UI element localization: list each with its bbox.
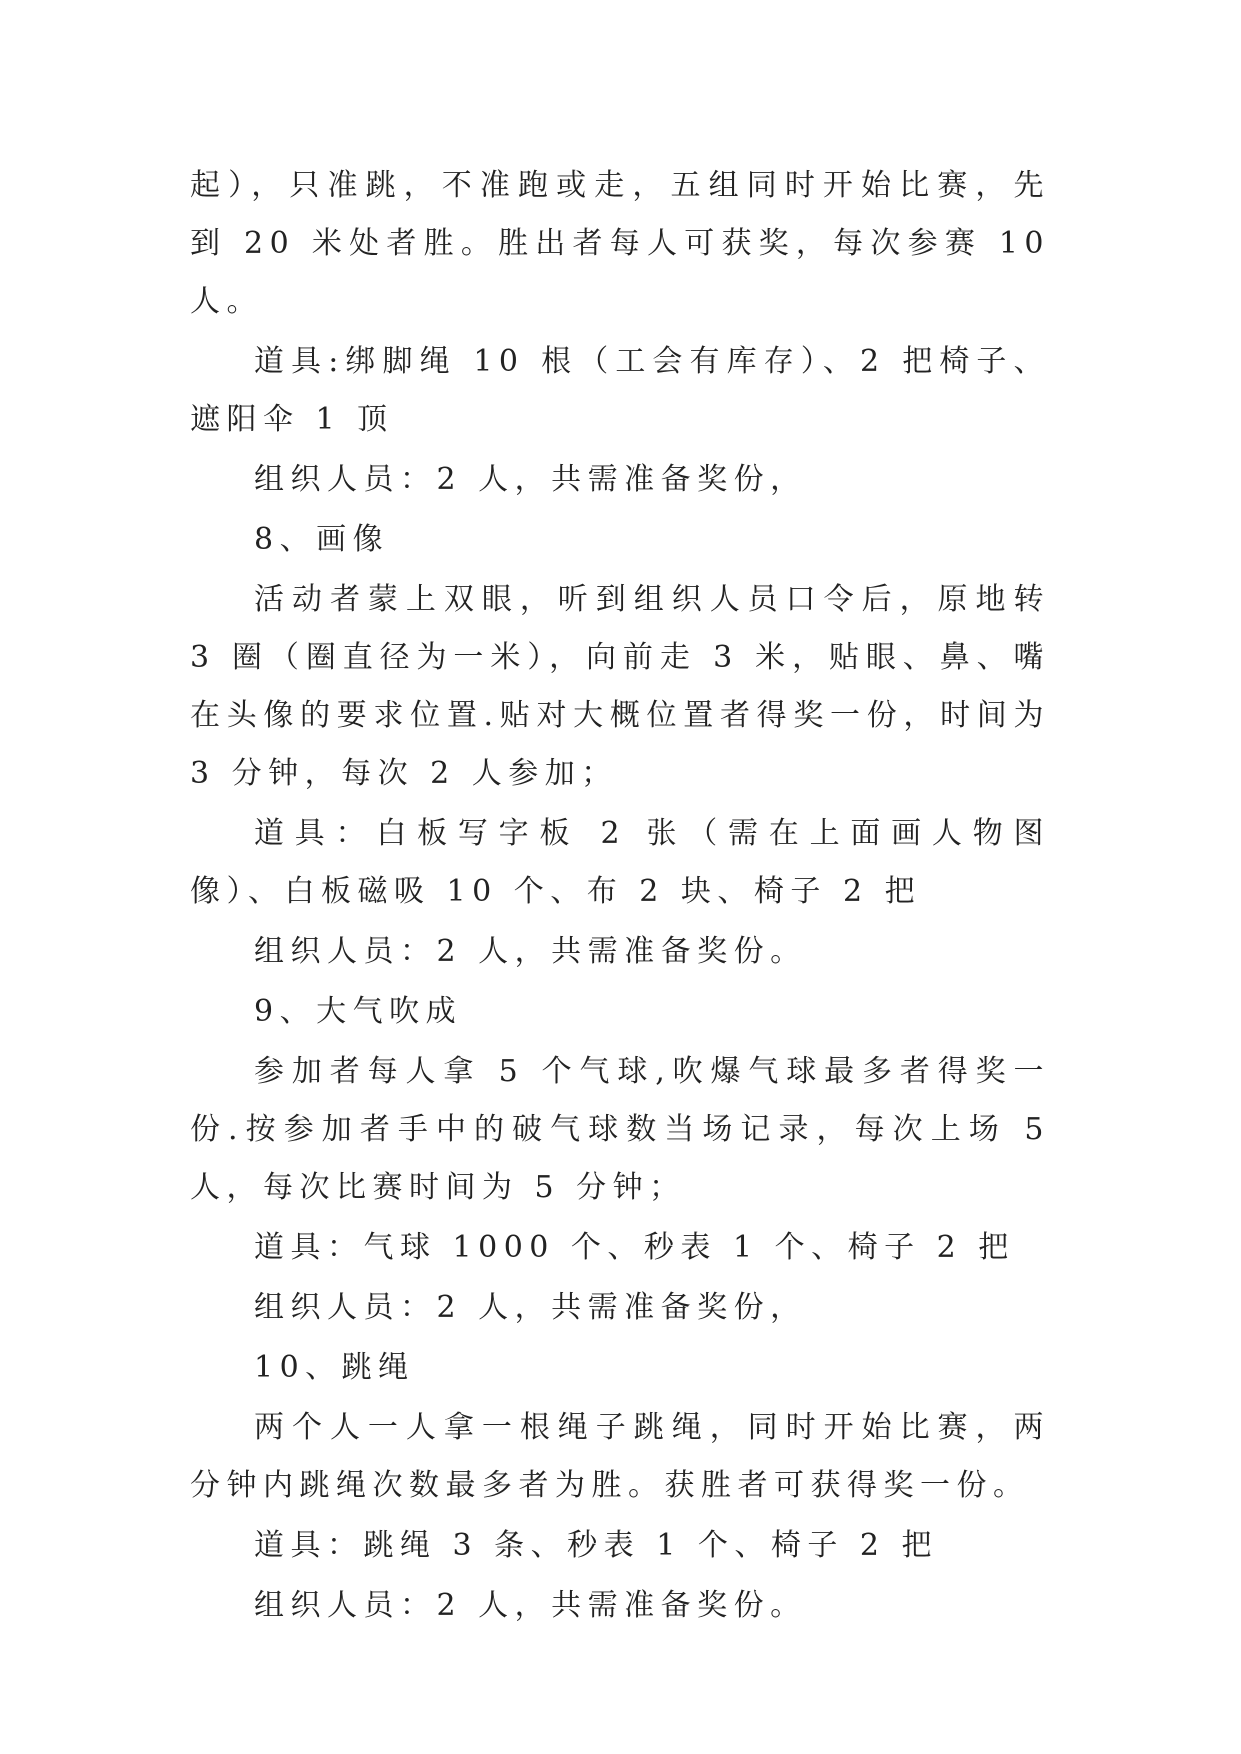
paragraph: 组织人员：2 人，共需准备奖份， bbox=[254, 462, 807, 497]
paragraph: 8、画像 bbox=[254, 522, 390, 557]
paragraph: 道具：白板写字板 2 张（需在上面画人物图像）、白板磁吸 10 个、布 2 块、椅子 2 把 bbox=[190, 816, 1050, 909]
paragraph: 活动者蒙上双眼，听到组织人员口令后，原地转 3 圈（圈直径为一米），向前走 3 米，贴眼、鼻、嘴在头像的要求位置.贴对大概位置者得奖一份，时间为 3 分钟，每次 2 人参加； bbox=[190, 582, 1067, 791]
paragraph: 10、跳绳 bbox=[254, 1350, 415, 1385]
paragraph: 9、大气吹成 bbox=[254, 994, 463, 1029]
paragraph: 道具:绑脚绳 10 根（工会有库存）、2 把椅子、遮阳伞 1 顶 bbox=[190, 344, 1050, 437]
paragraph: 组织人员：2 人，共需准备奖份。 bbox=[254, 934, 807, 969]
document-body bbox=[190, 157, 1067, 1637]
paragraph: 两个人一人拿一根绳子跳绳，同时开始比赛，两分钟内跳绳次数最多者为胜。获胜者可获得奖一份。 bbox=[190, 1410, 1050, 1503]
paragraph: 起），只准跳，不准跑或走，五组同时开始比赛，先到 20 米处者胜。胜出者每人可获奖，每次参赛 10 人。 bbox=[190, 168, 1067, 319]
paragraph: 组织人员：2 人，共需准备奖份， bbox=[254, 1290, 807, 1325]
paragraph: 参加者每人拿 5 个气球,吹爆气球最多者得奖一份.按参加者手中的破气球数当场记录，每次上场 5 人，每次比赛时间为 5 分钟； bbox=[190, 1054, 1067, 1205]
paragraph: 组织人员：2 人，共需准备奖份。 bbox=[254, 1588, 807, 1623]
paragraph: 道具：跳绳 3 条、秒表 1 个、椅子 2 把 bbox=[254, 1528, 938, 1563]
paragraph: 道具：气球 1000 个、秒表 1 个、椅子 2 把 bbox=[254, 1230, 1015, 1265]
